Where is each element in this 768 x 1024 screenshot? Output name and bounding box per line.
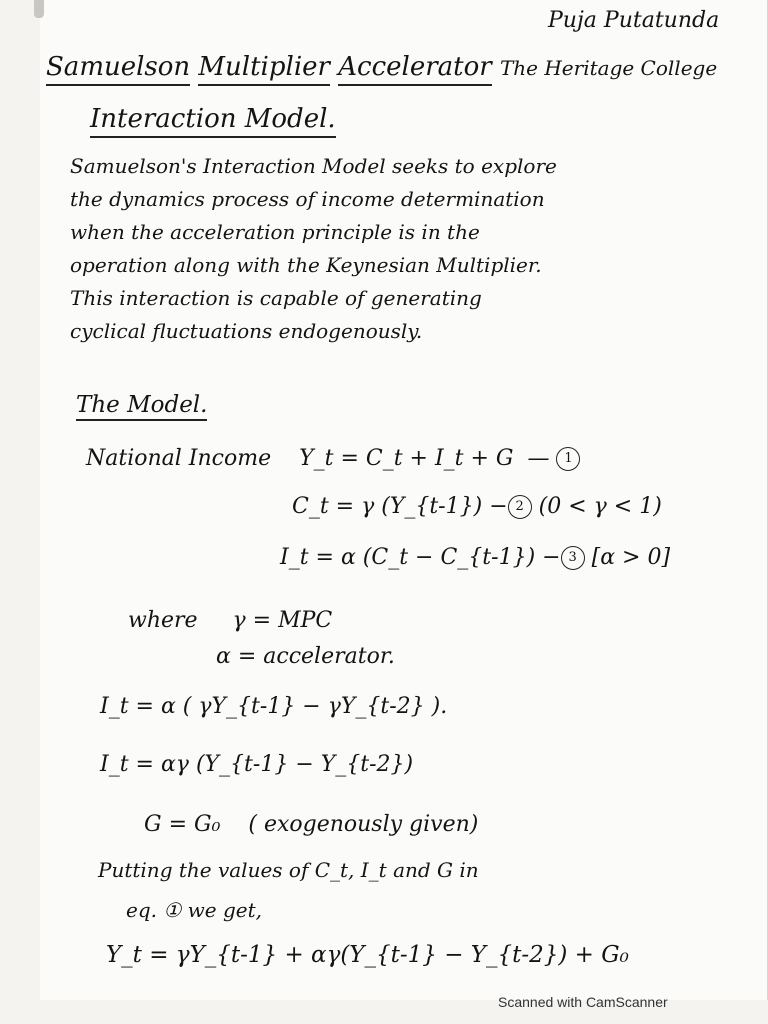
title-line-2: Interaction Model. <box>90 104 336 138</box>
equation-6: G = G₀ <box>144 812 221 837</box>
definition-row-1 <box>128 608 332 633</box>
definition-accelerator: α = accelerator. <box>216 644 395 669</box>
putting-line-1: Putting the values of C_t, I_t and G in <box>98 858 479 882</box>
equation-2-number: 2 <box>508 495 532 519</box>
intro-paragraph <box>70 150 720 348</box>
equation-4: I_t = α ( γY_{t-1} − γY_{t-2} ). <box>100 694 448 719</box>
definition-mpc: γ = MPC <box>232 608 333 633</box>
where-word: where <box>128 608 198 633</box>
equation-3-condition: [α > 0] <box>591 545 671 570</box>
equation-2: C_t = γ (Y_{t-1}) <box>292 494 483 519</box>
equation-6-note: ( exogenously given) <box>248 812 479 837</box>
equation-1: Y_t = C_t + I_t + G <box>299 446 514 471</box>
title-accelerator: Accelerator <box>338 52 491 86</box>
college-name: The Heritage College <box>499 56 718 80</box>
equation-1-number: 1 <box>556 447 580 471</box>
model-heading: The Model. <box>76 392 207 421</box>
title-samuelson: Samuelson <box>46 52 190 86</box>
equation-3: I_t = α (C_t − C_{t-1}) <box>280 545 536 570</box>
equation-1-row: National Income Y_t = C_t + I_t + G — 1 <box>86 446 580 471</box>
intro-line: operation along with the Keynesian Multiplier. <box>70 253 542 277</box>
equation-3-row: I_t = α (C_t − C_{t-1}) − 3 [α > 0] <box>280 545 671 570</box>
title-line-1 <box>46 52 717 82</box>
intro-line: This interaction is capable of generating <box>70 286 482 310</box>
punch-hole-mark <box>34 0 44 18</box>
equation-2-row: C_t = γ (Y_{t-1}) − 2 (0 < γ < 1) <box>292 494 662 519</box>
author-name: Puja Putatunda <box>548 8 720 33</box>
scanner-watermark: Scanned with CamScanner <box>498 994 668 1010</box>
putting-line-2: eq. ① we get, <box>126 898 262 922</box>
intro-line: cyclical fluctuations endogenously. <box>70 319 423 343</box>
intro-line: the dynamics process of income determination <box>70 187 545 211</box>
equation-6-row <box>144 812 478 837</box>
final-equation: Y_t = γY_{t-1} + αγ(Y_{t-1} − Y_{t-2}) + G₀ <box>106 942 629 968</box>
equation-1-label: National Income <box>86 446 272 471</box>
title-multiplier: Multiplier <box>198 52 330 86</box>
equation-5: I_t = αγ (Y_{t-1} − Y_{t-2}) <box>100 752 414 777</box>
intro-line: when the acceleration principle is in the <box>70 220 480 244</box>
intro-line: Samuelson's Interaction Model seeks to explore <box>70 154 557 178</box>
equation-2-condition: (0 < γ < 1) <box>538 494 662 519</box>
equation-3-number: 3 <box>561 546 585 570</box>
